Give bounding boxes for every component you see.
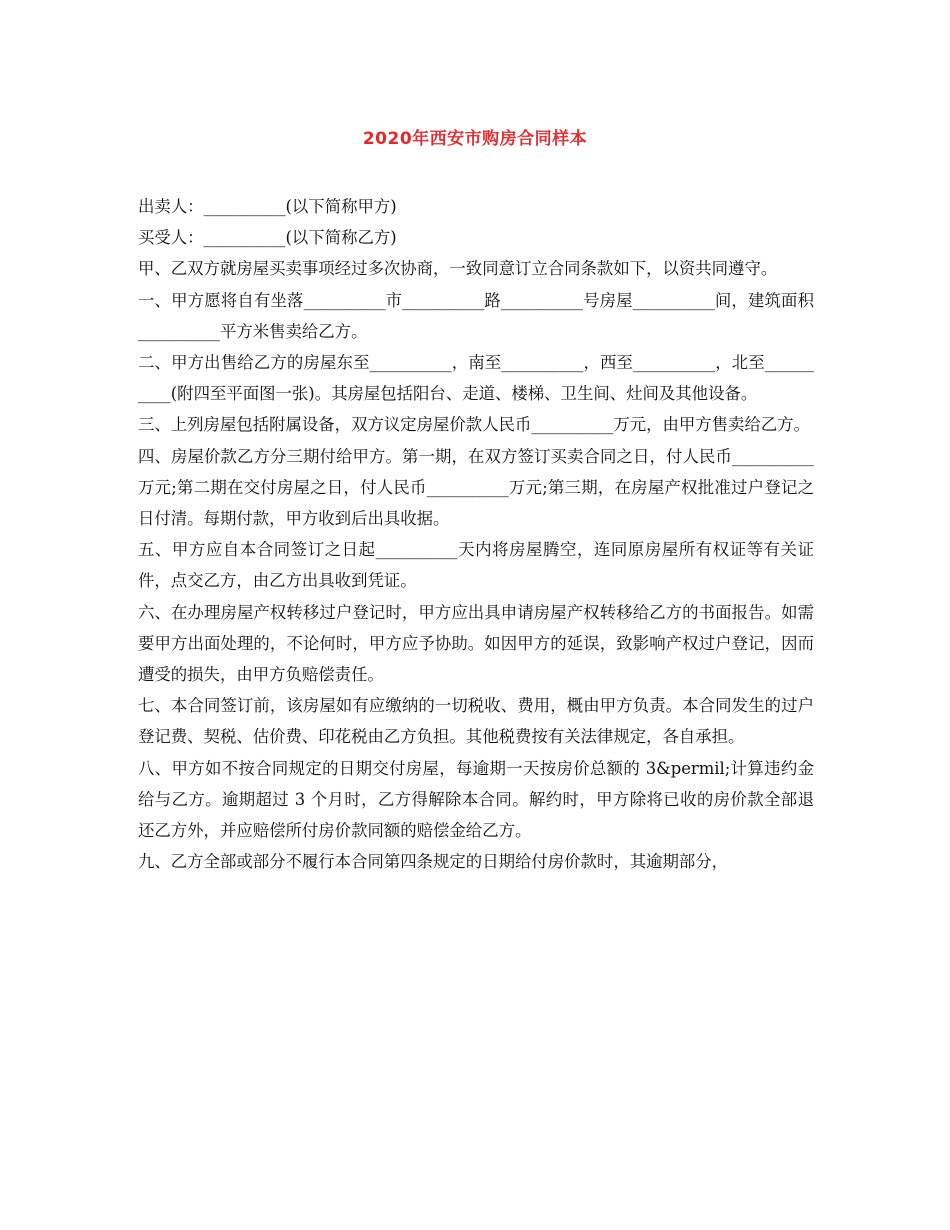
paragraph-clause-4: 四、房屋价款乙方分三期付给甲方。第一期，在双方签订买卖合同之日，付人民币__________万元;第二期在交付房屋之日，付人民币__________万元;第三期，在房屋产权批准过户登记之日付清。每期付款，甲方收到后出具收据。 xyxy=(138,446,814,529)
paragraph-buyer: 买受人：__________(以下简称乙方) xyxy=(138,228,397,248)
document-body xyxy=(138,191,814,877)
paragraph-clause-1: 一、甲方愿将自有坐落__________市__________路__________号房屋__________间，建筑面积__________平方米售卖给乙方。 xyxy=(138,290,814,341)
paragraph-clause-9: 九、乙方全部或部分不履行本合同第四条规定的日期给付房价款时，其逾期部分， xyxy=(138,852,729,872)
paragraph-clause-6: 六、在办理房屋产权转移过户登记时，甲方应出具申请房屋产权转移给乙方的书面报告。如需要甲方出面处理的，不论何时，甲方应予协助。如因甲方的延误，致影响产权过户登记，因而遭受的损失，由甲方负赔偿责任。 xyxy=(138,602,814,685)
paragraph-clause-7: 七、本合同签订前，该房屋如有应缴纳的一切税收、费用，概由甲方负责。本合同发生的过户登记费、契税、估价费、印花税由乙方负担。其他税费按有关法律规定，各自承担。 xyxy=(138,696,814,747)
document-title: 2020年西安市购房合同样本 xyxy=(362,129,588,149)
paragraph-clause-2: 二、甲方出售给乙方的房屋东至__________，南至__________，西至__________，北至__________(附四至平面图一张)。其房屋包括阳台、走道、楼梯、卫生间、灶间及其他设备。 xyxy=(138,353,814,404)
paragraph-seller: 出卖人：__________(以下简称甲方) xyxy=(138,197,397,216)
paragraph-clause-3: 三、上列房屋包括附属设备，双方议定房屋价款人民币__________万元，由甲方售卖给乙方。 xyxy=(138,415,811,435)
paragraph-clause-5: 五、甲方应自本合同签订之日起__________天内将房屋腾空，连同原房屋所有权证等有关证件，点交乙方，由乙方出具收到凭证。 xyxy=(138,540,814,591)
paragraph-preamble: 甲、乙双方就房屋买卖事项经过多次协商，一致同意订立合同条款如下，以资共同遵守。 xyxy=(138,259,778,279)
paragraph-clause-8: 八、甲方如不按合同规定的日期交付房屋，每逾期一天按房价总额的 3&permil;计算违约金给与乙方。逾期超过 3 个月时，乙方得解除本合同。解约时，甲方除将已收的房价款全部退还乙方外，并应赔偿所付房价款同额的赔偿金给乙方。 xyxy=(138,758,814,841)
